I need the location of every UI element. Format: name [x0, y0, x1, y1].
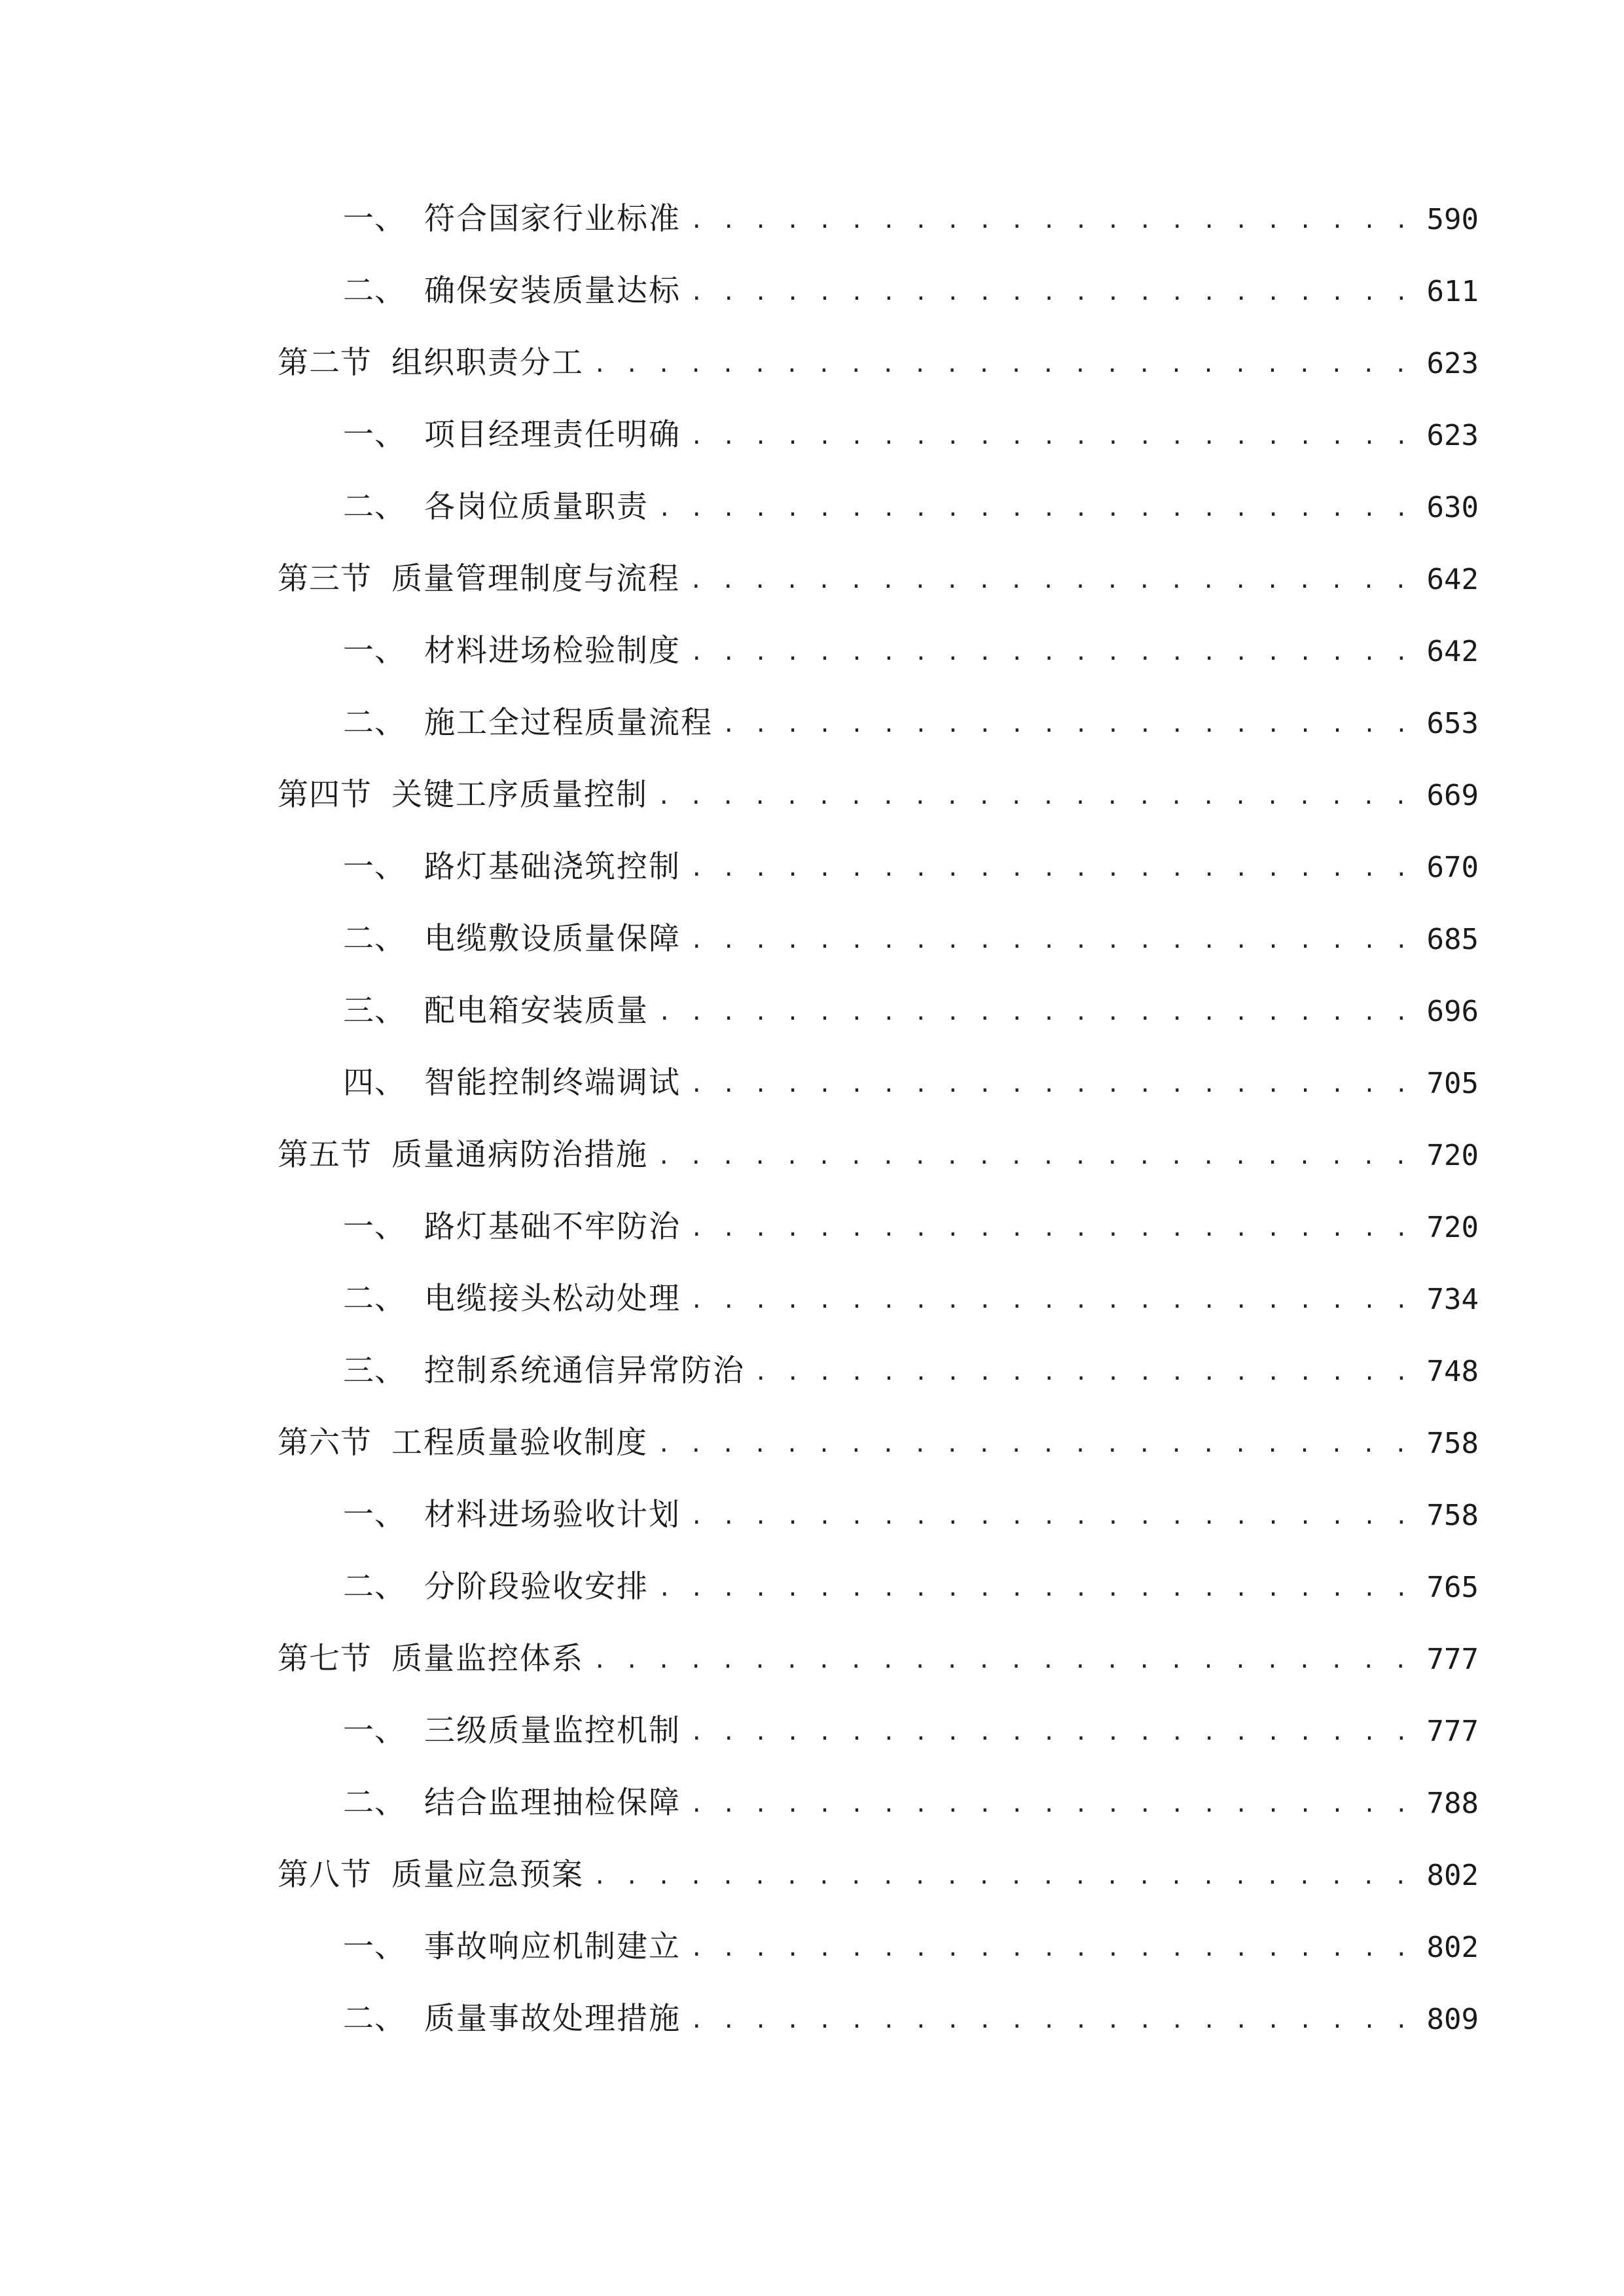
entry-number: 二、	[343, 2001, 406, 2037]
entry-title: 三级质量监控机制	[424, 1713, 681, 1749]
toc-entry[interactable]	[343, 391, 1479, 453]
entry-number: 二、	[343, 273, 406, 309]
entry-page-number: 670	[1426, 851, 1479, 884]
entry-number: 二、	[343, 705, 406, 741]
toc-entry[interactable]	[278, 319, 1479, 381]
entry-title: 材料进场验收计划	[424, 1497, 681, 1533]
entry-number: 三、	[343, 993, 406, 1029]
toc-entry[interactable]	[343, 1543, 1479, 1605]
dot-leader	[690, 1505, 1415, 1530]
entry-title: 确保安装质量达标	[424, 273, 681, 309]
entry-number: 一、	[343, 1497, 406, 1533]
toc-entry[interactable]	[343, 823, 1479, 885]
entry-number: 二、	[343, 1785, 406, 1821]
entry-number: 一、	[343, 417, 406, 453]
entry-number: 一、	[343, 633, 406, 669]
entry-number: 一、	[343, 1713, 406, 1749]
entry-title: 质量监控体系	[391, 1641, 584, 1677]
entry-title: 分阶段验收安排	[424, 1569, 649, 1605]
entry-number: 第八节	[278, 1857, 372, 1893]
dot-leader	[722, 713, 1415, 738]
dot-leader	[690, 929, 1415, 954]
dot-leader	[657, 785, 1415, 810]
entry-page-number: 758	[1426, 1427, 1479, 1460]
toc-entry[interactable]	[343, 679, 1479, 741]
entry-page-number: 653	[1426, 707, 1479, 740]
entry-page-number: 623	[1426, 419, 1479, 452]
dot-leader	[690, 425, 1415, 450]
toc-entry[interactable]	[278, 1615, 1479, 1677]
entry-page-number: 623	[1426, 347, 1479, 380]
toc-entry[interactable]	[343, 1255, 1479, 1317]
dot-leader	[690, 857, 1415, 882]
toc-entry[interactable]	[278, 1111, 1479, 1173]
entry-page-number: 705	[1426, 1067, 1479, 1100]
entry-page-number: 642	[1426, 563, 1479, 596]
entry-page-number: 777	[1426, 1643, 1479, 1676]
entry-page-number: 630	[1426, 491, 1479, 524]
entry-number: 二、	[343, 1281, 406, 1317]
entry-page-number: 590	[1426, 203, 1479, 236]
dot-leader	[690, 1073, 1415, 1098]
entry-number: 第二节	[278, 345, 372, 381]
entry-title: 配电箱安装质量	[424, 993, 649, 1029]
dot-leader	[690, 281, 1415, 306]
dot-leader	[690, 1721, 1415, 1746]
dot-leader	[690, 1289, 1415, 1314]
toc-entry[interactable]	[343, 1183, 1479, 1245]
entry-title: 电缆敷设质量保障	[424, 921, 681, 957]
toc-entry[interactable]	[343, 1975, 1479, 2037]
entry-page-number: 669	[1426, 779, 1479, 812]
entry-title: 符合国家行业标准	[424, 201, 681, 237]
entry-page-number: 748	[1426, 1355, 1479, 1388]
entry-number: 一、	[343, 1929, 406, 1965]
entry-title: 控制系统通信异常防治	[424, 1353, 745, 1389]
entry-number: 一、	[343, 1209, 406, 1245]
entry-title: 结合监理抽检保障	[424, 1785, 681, 1821]
entry-number: 第七节	[278, 1641, 372, 1677]
entry-title: 质量应急预案	[391, 1857, 584, 1893]
entry-title: 关键工序质量控制	[391, 777, 648, 813]
entry-title: 工程质量验收制度	[391, 1425, 648, 1461]
toc-entry[interactable]	[343, 1903, 1479, 1965]
toc-entry[interactable]	[343, 175, 1479, 237]
toc-entry[interactable]	[278, 751, 1479, 813]
entry-title: 材料进场检验制度	[424, 633, 681, 669]
entry-number: 二、	[343, 1569, 406, 1605]
dot-leader	[689, 569, 1415, 594]
dot-leader	[690, 1217, 1415, 1242]
dot-leader	[593, 1865, 1415, 1890]
entry-page-number: 777	[1426, 1715, 1479, 1748]
entry-title: 质量事故处理措施	[424, 2001, 681, 2037]
entry-page-number: 809	[1426, 2003, 1479, 2036]
dot-leader	[657, 1433, 1415, 1458]
toc-entry[interactable]	[278, 1831, 1479, 1893]
dot-leader	[690, 1793, 1415, 1818]
entry-number: 第六节	[278, 1425, 372, 1461]
dot-leader	[657, 1145, 1415, 1170]
entry-title: 质量管理制度与流程	[391, 561, 680, 597]
entry-page-number: 720	[1426, 1211, 1479, 1244]
entry-page-number: 734	[1426, 1283, 1479, 1316]
dot-leader	[593, 353, 1415, 378]
entry-page-number: 802	[1426, 1931, 1479, 1964]
entry-title: 智能控制终端调试	[424, 1065, 681, 1101]
entry-page-number: 720	[1426, 1139, 1479, 1172]
toc-entry[interactable]	[278, 1399, 1479, 1461]
entry-number: 二、	[343, 921, 406, 957]
entry-page-number: 685	[1426, 923, 1479, 956]
entry-title: 各岗位质量职责	[424, 489, 649, 525]
entry-number: 四、	[343, 1065, 406, 1101]
toc-entry[interactable]	[343, 967, 1479, 1029]
entry-number: 二、	[343, 489, 406, 525]
entry-title: 项目经理责任明确	[424, 417, 681, 453]
entry-title: 质量通病防治措施	[391, 1137, 648, 1173]
dot-leader	[690, 2009, 1415, 2034]
entry-number: 三、	[343, 1353, 406, 1389]
entry-page-number: 758	[1426, 1499, 1479, 1532]
entry-page-number: 788	[1426, 1787, 1479, 1820]
toc-entry[interactable]	[343, 463, 1479, 525]
entry-page-number: 642	[1426, 635, 1479, 668]
toc-entry[interactable]	[343, 895, 1479, 957]
entry-number: 第五节	[278, 1137, 372, 1173]
entry-page-number: 802	[1426, 1859, 1479, 1892]
entry-page-number: 696	[1426, 995, 1479, 1028]
entry-title: 路灯基础浇筑控制	[424, 849, 681, 885]
entry-title: 电缆接头松动处理	[424, 1281, 681, 1317]
entry-page-number: 765	[1426, 1571, 1479, 1604]
dot-leader	[658, 497, 1415, 522]
dot-leader	[658, 1577, 1415, 1602]
entry-number: 第三节	[278, 561, 372, 597]
toc-entry[interactable]	[343, 607, 1479, 669]
toc-entry[interactable]	[343, 1039, 1479, 1101]
entry-title: 施工全过程质量流程	[424, 705, 713, 741]
entry-number: 一、	[343, 201, 406, 237]
entry-title: 事故响应机制建立	[424, 1929, 681, 1965]
toc-entry[interactable]	[343, 1471, 1479, 1533]
toc-entry[interactable]	[343, 1327, 1479, 1389]
toc-entry[interactable]	[278, 535, 1479, 597]
dot-leader	[690, 641, 1415, 666]
dot-leader	[593, 1649, 1415, 1674]
toc-entry[interactable]	[343, 1759, 1479, 1821]
toc-entry[interactable]	[343, 1687, 1479, 1749]
dot-leader	[658, 1001, 1415, 1026]
entry-title: 路灯基础不牢防治	[424, 1209, 681, 1245]
toc-entry[interactable]	[343, 247, 1479, 309]
dot-leader	[690, 1937, 1415, 1962]
entry-number: 一、	[343, 849, 406, 885]
dot-leader	[754, 1361, 1415, 1386]
entry-page-number: 611	[1426, 275, 1479, 308]
entry-number: 第四节	[278, 777, 372, 813]
entry-title: 组织职责分工	[391, 345, 584, 381]
dot-leader	[690, 209, 1415, 234]
